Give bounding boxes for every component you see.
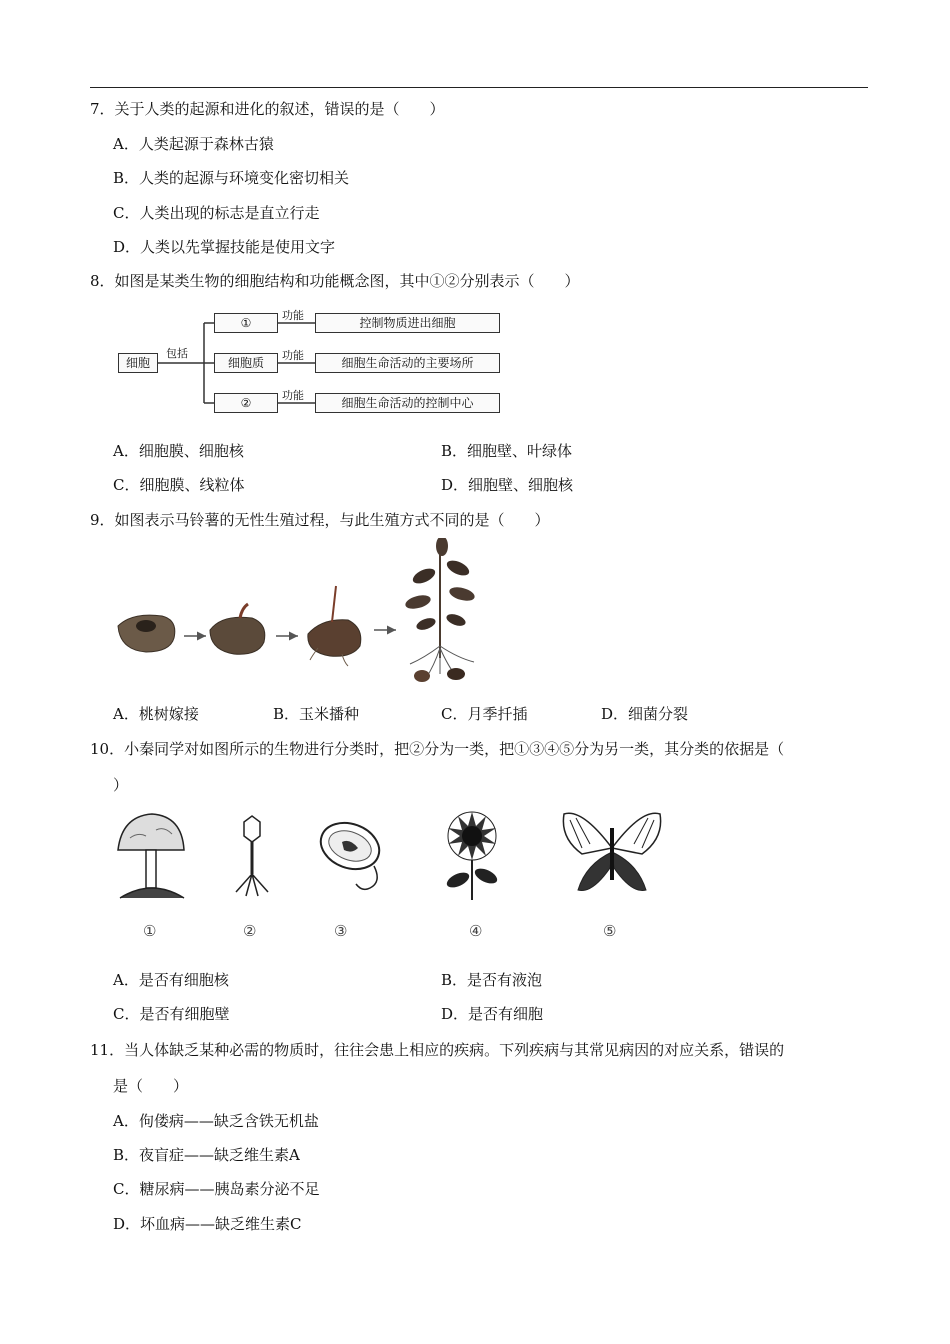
- diagram-part-2: ②: [214, 393, 278, 413]
- organism-label-5: ⑤: [603, 922, 617, 940]
- q10-option-d[interactable]: D．是否有细胞: [441, 1005, 544, 1023]
- potato-illustration: [112, 538, 492, 688]
- bacterium-icon: [314, 815, 385, 889]
- q7-option-b[interactable]: B．人类的起源与环境变化密切相关: [113, 169, 350, 187]
- header-rule: [90, 87, 868, 88]
- diagram-func-label-1: 功能: [282, 309, 304, 322]
- q11-option-d[interactable]: D．坏血病——缺乏维生素C: [113, 1215, 302, 1233]
- q8-option-a[interactable]: A．细胞膜、细胞核: [113, 442, 244, 460]
- q8-option-c[interactable]: C．细胞膜、线粒体: [113, 476, 245, 494]
- diagram-function-1: 控制物质进出细胞: [315, 313, 500, 333]
- q11-option-c[interactable]: C．糖尿病——胰岛素分泌不足: [113, 1180, 320, 1198]
- q11-stem-line2: 是（ ）: [113, 1077, 189, 1095]
- q7-stem: 7．关于人类的起源和进化的叙述，错误的是（ ）: [90, 100, 445, 118]
- bacteriophage-icon: [236, 816, 268, 896]
- butterfly-icon: [563, 813, 660, 890]
- q9-stem: 9．如图表示马铃薯的无性生殖过程，与此生殖方式不同的是（ ）: [90, 511, 550, 529]
- diagram-part-cytoplasm: 细胞质: [214, 353, 278, 373]
- cell-concept-diagram: [112, 305, 507, 421]
- q7-option-d[interactable]: D．人类以先掌握技能是使用文字: [113, 238, 336, 256]
- mushroom-icon: [118, 814, 184, 898]
- q9-option-b[interactable]: B．玉米播种: [273, 705, 360, 723]
- q10-option-b[interactable]: B．是否有液泡: [441, 971, 543, 989]
- diagram-include-label: 包括: [166, 347, 188, 360]
- q10-option-c[interactable]: C．是否有细胞壁: [113, 1005, 230, 1023]
- q11-stem-line1: 11．当人体缺乏某种必需的物质时，往往会患上相应的疾病。下列疾病与其常见病因的对应关系，错误的: [90, 1041, 785, 1059]
- q9-option-c[interactable]: C．月季扦插: [441, 705, 528, 723]
- diagram-function-2: 细胞生命活动的主要场所: [315, 353, 500, 373]
- q8-option-b[interactable]: B．细胞壁、叶绿体: [441, 442, 573, 460]
- q10-stem-line2: ）: [113, 776, 129, 794]
- diagram-func-label-2: 功能: [282, 349, 304, 362]
- organism-label-2: ②: [243, 922, 257, 940]
- q8-stem: 8．如图是某类生物的细胞结构和功能概念图，其中①②分别表示（ ）: [90, 272, 580, 290]
- organisms-figure: [112, 808, 672, 948]
- potato-reproduction-figure: [112, 538, 492, 688]
- diagram-function-3: 细胞生命活动的控制中心: [315, 393, 500, 413]
- q7-option-c[interactable]: C．人类出现的标志是直立行走: [113, 204, 320, 222]
- organism-label-4: ④: [469, 922, 483, 940]
- q7-option-a[interactable]: A．人类起源于森林古猿: [113, 135, 274, 153]
- q9-option-a[interactable]: A．桃树嫁接: [113, 705, 199, 723]
- diagram-func-label-3: 功能: [282, 389, 304, 402]
- q11-option-b[interactable]: B．夜盲症——缺乏维生素A: [113, 1146, 300, 1164]
- q10-option-a[interactable]: A．是否有细胞核: [113, 971, 229, 989]
- organism-label-3: ③: [334, 922, 348, 940]
- q9-option-d[interactable]: D．细菌分裂: [601, 705, 689, 723]
- q8-option-d[interactable]: D．细胞壁、细胞核: [441, 476, 574, 494]
- diagram-root-cell: 细胞: [118, 353, 158, 373]
- q11-option-a[interactable]: A．佝偻病——缺乏含铁无机盐: [113, 1112, 319, 1130]
- sunflower-icon: [445, 812, 500, 900]
- q10-stem-line1: 10．小秦同学对如图所示的生物进行分类时，把②分为一类，把①③④⑤分为另一类，其分类的依据是（: [90, 740, 785, 758]
- organism-label-1: ①: [143, 922, 157, 940]
- organisms-illustration: [112, 808, 672, 908]
- diagram-part-1: ①: [214, 313, 278, 333]
